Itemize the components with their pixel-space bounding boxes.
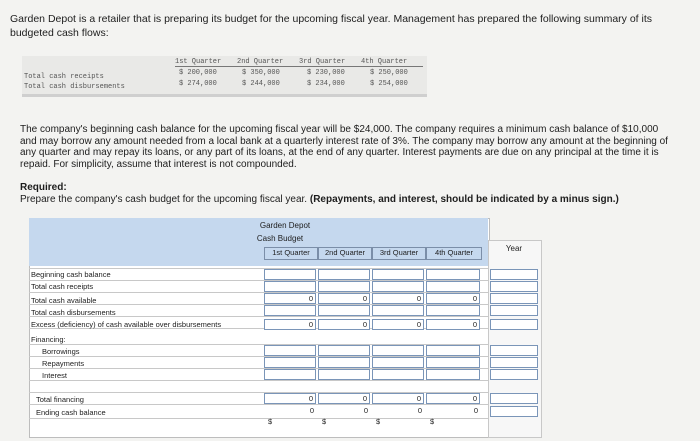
row-label-financing: Financing: [31, 335, 66, 344]
input-beginning-year[interactable] [490, 269, 538, 280]
input-interest-year[interactable] [490, 369, 538, 380]
input-interest-q4[interactable] [426, 369, 480, 380]
value-ending-q3: 0 [417, 406, 422, 415]
input-interest-q2[interactable] [318, 369, 370, 380]
value-available-q2: 0 [318, 293, 370, 304]
summary-row-label: Total cash receipts [24, 73, 104, 81]
row-label-receipts: Total cash receipts [31, 282, 94, 291]
input-receipts-year[interactable] [490, 281, 538, 292]
input-borrowings-q2[interactable] [318, 345, 370, 356]
input-beginning-q2[interactable] [318, 269, 370, 280]
value-total-financing-q2: 0 [318, 393, 370, 404]
input-borrowings-q3[interactable] [372, 345, 424, 356]
input-ending-year[interactable] [490, 406, 538, 417]
row-divider [29, 418, 488, 419]
value-ending-q2: 0 [363, 406, 368, 415]
summary-value: $ 244,000 [242, 80, 280, 88]
summary-value: $ 250,000 [370, 69, 408, 77]
input-repayments-q2[interactable] [318, 357, 370, 368]
value-available-q3: 0 [372, 293, 424, 304]
col-header-q1: 1st Quarter [264, 247, 318, 260]
value-ending-q4: 0 [473, 406, 478, 415]
input-interest-q3[interactable] [372, 369, 424, 380]
intro-text: Garden Depot is a retailer that is preparing its budget for the upcoming fiscal year. Management has prepared the following summary of its budgeted cash flows: [10, 13, 653, 39]
summary-value: $ 254,000 [370, 80, 408, 88]
summary-header-q4: 4th Quarter [361, 58, 423, 67]
summary-header-q3: 3rd Quarter [299, 58, 361, 67]
input-beginning-q4[interactable] [426, 269, 480, 280]
value-ending-q1: 0 [309, 406, 314, 415]
summary-value: $ 200,000 [179, 69, 217, 77]
row-label-total-financing: Total financing [36, 395, 84, 404]
col-header-year: Year [505, 244, 523, 253]
row-divider [29, 404, 488, 405]
problem-paragraph: The company's beginning cash balance for the upcoming fiscal year will be $24,000. The company requires a minimum cash balance of $10,000 and may borrow any amount needed from a local bank at a quarterly interest rate of 3%. The company may borrow any amount at the beginning of any quarter and may repay its loans, or any part of its loans, at the end of any quarter. Interest payments are due on any principal at the time it is repaid. For simplicity, assume that interest is not compounded. [20, 124, 668, 170]
col-header-q4: 4th Quarter [426, 247, 482, 260]
input-disbursements-q1[interactable] [264, 305, 316, 316]
required-note: (Repayments, and interest, should be indicated by a minus sign.) [309, 193, 619, 205]
required-text: Prepare the company's cash budget for the upcoming fiscal year. [20, 193, 310, 205]
row-label-ending: Ending cash balance [36, 408, 106, 417]
summary-value: $ 274,000 [179, 80, 217, 88]
input-repayments-q4[interactable] [426, 357, 480, 368]
summary-headers [175, 58, 423, 67]
summary-header-q2: 2nd Quarter [237, 58, 299, 67]
input-repayments-year[interactable] [490, 357, 538, 368]
cash-flow-summary [22, 56, 427, 97]
input-beginning-q1[interactable] [264, 269, 316, 280]
row-label-available: Total cash available [31, 296, 97, 305]
summary-header-q1: 1st Quarter [175, 58, 237, 67]
input-excess-year[interactable] [490, 319, 538, 330]
required-title: Required: [20, 182, 67, 193]
input-total-financing-year[interactable] [490, 393, 538, 404]
col-header-q2: 2nd Quarter [318, 247, 372, 260]
value-excess-q3: 0 [372, 319, 424, 330]
input-borrowings-q4[interactable] [426, 345, 480, 356]
input-available-year[interactable] [490, 293, 538, 304]
input-receipts-q3[interactable] [372, 281, 424, 292]
input-disbursements-q2[interactable] [318, 305, 370, 316]
value-excess-q2: 0 [318, 319, 370, 330]
row-label-borrowings: Borrowings [42, 347, 80, 356]
input-beginning-q3[interactable] [372, 269, 424, 280]
dollar-sign: $ [322, 417, 327, 426]
dollar-sign: $ [376, 417, 381, 426]
budget-title: Cash Budget [256, 234, 304, 243]
input-borrowings-year[interactable] [490, 345, 538, 356]
value-available-q4: 0 [426, 293, 480, 304]
row-label-beginning: Beginning cash balance [31, 270, 111, 279]
summary-row-label: Total cash disbursements [24, 83, 125, 91]
row-label-repayments: Repayments [42, 359, 85, 368]
input-interest-q1[interactable] [264, 369, 316, 380]
summary-value: $ 230,000 [307, 69, 345, 77]
value-total-financing-q3: 0 [372, 393, 424, 404]
row-label-excess: Excess (deficiency) of cash available over disbursements [31, 320, 222, 329]
value-excess-q4: 0 [426, 319, 480, 330]
input-repayments-q1[interactable] [264, 357, 316, 368]
value-total-financing-q4: 0 [426, 393, 480, 404]
input-borrowings-q1[interactable] [264, 345, 316, 356]
input-disbursements-q3[interactable] [372, 305, 424, 316]
col-header-q3: 3rd Quarter [372, 247, 426, 260]
input-receipts-q2[interactable] [318, 281, 370, 292]
input-disbursements-q4[interactable] [426, 305, 480, 316]
summary-value: $ 350,000 [242, 69, 280, 77]
dollar-sign: $ [268, 417, 273, 426]
input-receipts-q1[interactable] [264, 281, 316, 292]
value-available-q1: 0 [264, 293, 316, 304]
budget-company: Garden Depot [259, 221, 311, 230]
row-label-interest: Interest [42, 371, 68, 380]
required-section [20, 182, 680, 205]
value-total-financing-q1: 0 [264, 393, 316, 404]
input-repayments-q3[interactable] [372, 357, 424, 368]
dollar-sign: $ [430, 417, 435, 426]
summary-value: $ 234,000 [307, 80, 345, 88]
input-receipts-q4[interactable] [426, 281, 480, 292]
input-disbursements-year[interactable] [490, 305, 538, 316]
row-label-disbursements: Total cash disbursements [31, 308, 116, 317]
value-excess-q1: 0 [264, 319, 316, 330]
row-divider [29, 380, 488, 381]
